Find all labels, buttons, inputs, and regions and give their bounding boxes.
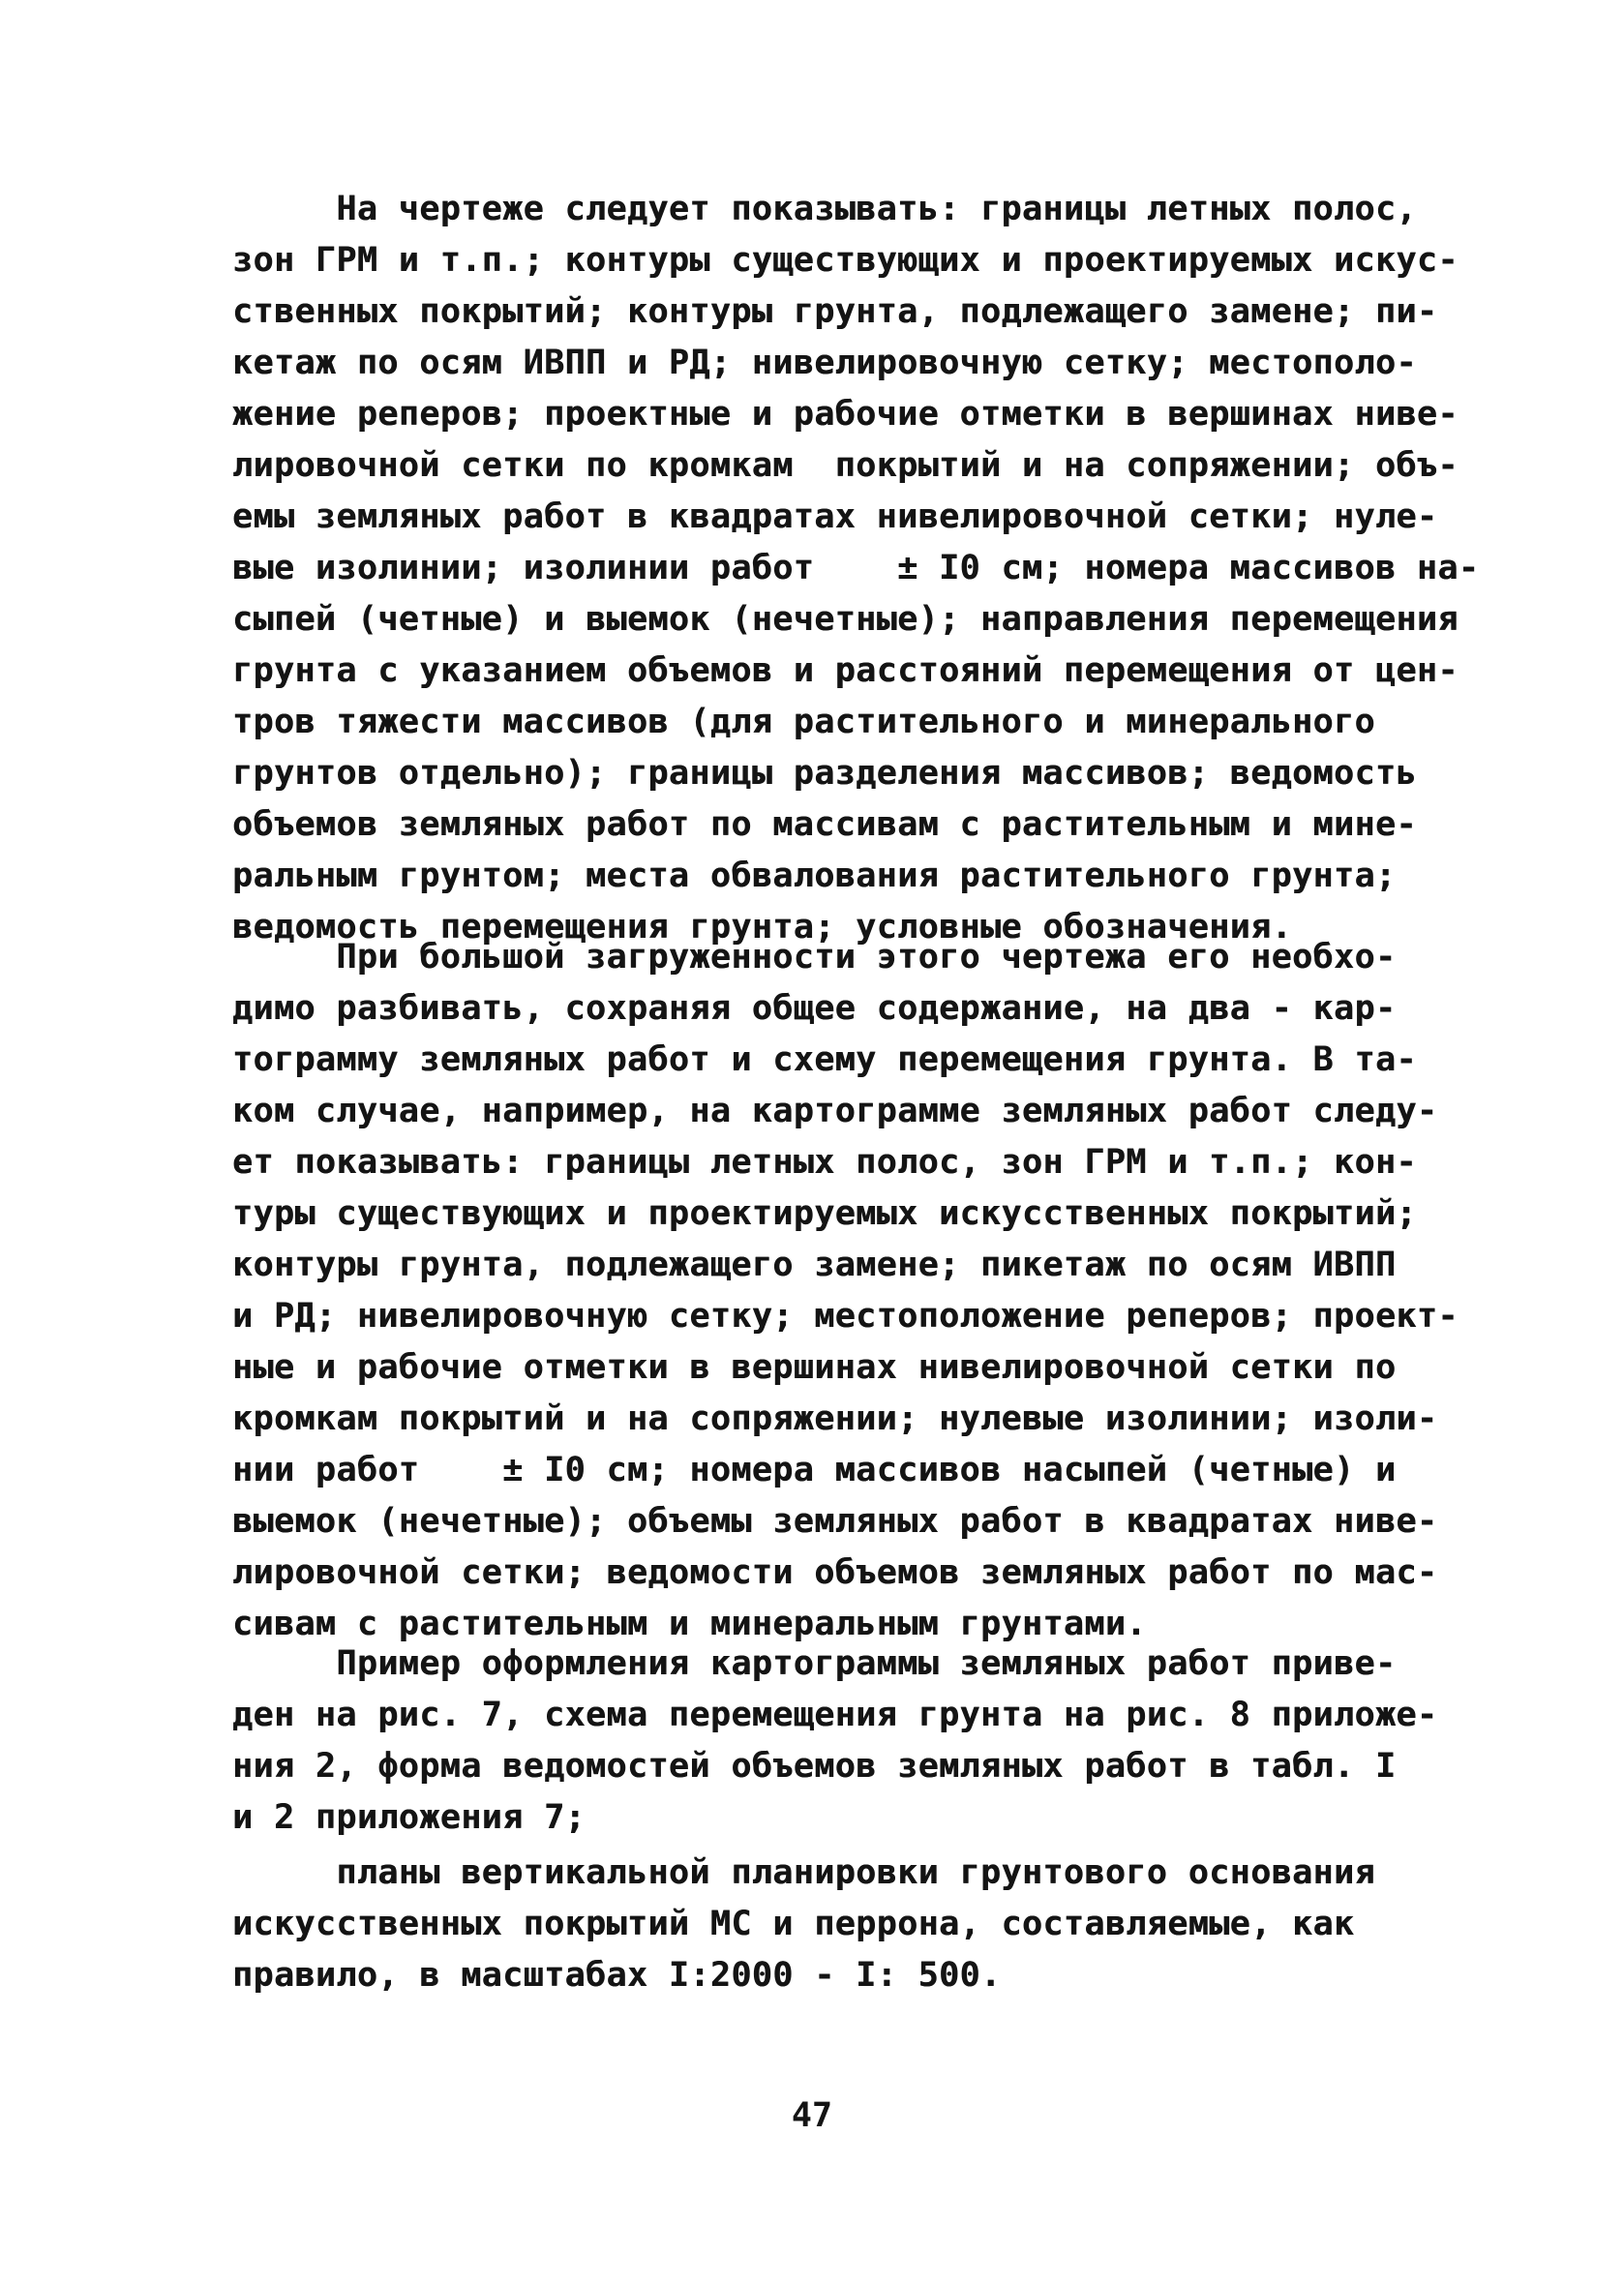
text-line: грунта с указанием объемов и расстояний перемещения от цен- <box>232 651 1459 690</box>
text-line: ные и рабочие отметки в вершинах нивелировочной сетки по <box>232 1348 1397 1387</box>
text-line: ведомость перемещения грунта; условные обозначения. <box>232 908 1293 947</box>
text-line: зон ГРМ и т.п.; контуры существующих и проектируемых искус- <box>232 241 1459 280</box>
text-line: лировочной сетки; ведомости объемов земляных работ по мас- <box>232 1553 1438 1592</box>
text-line: тограмму земляных работ и схему перемещения грунта. В та- <box>232 1040 1417 1079</box>
text-line: тров тяжести массивов (для растительного и минерального <box>232 703 1375 741</box>
text-line: емы земляных работ в квадратах нивелировочной сетки; нуле- <box>232 497 1438 536</box>
text-line: ден на рис. 7, схема перемещения грунта на рис. 8 приложе- <box>232 1696 1438 1734</box>
text-line: и РД; нивелировочную сетку; местоположение реперов; проект- <box>232 1297 1459 1336</box>
page-number: 47 <box>791 2096 833 2135</box>
text-line: Пример оформления картограммы земляных работ приве- <box>232 1644 1397 1683</box>
text-line: контуры грунта, подлежащего замене; пикетаж по осям ИВПП <box>232 1246 1397 1284</box>
text-line: жение реперов; проектные и рабочие отметки в вершинах ниве- <box>232 395 1459 434</box>
text-line: При большой загруженности этого чертежа его необхо- <box>232 938 1397 977</box>
paragraph-1 <box>232 184 1480 953</box>
text-line: димо разбивать, сохраняя общее содержание, на два - кар- <box>232 989 1397 1028</box>
paragraph-3 <box>232 1639 1438 1844</box>
text-line: кетаж по осям ИВПП и РД; нивелировочную сетку; местополо- <box>232 344 1417 382</box>
text-line: лировочной сетки по кромкам покрытий и на сопряжении; объ- <box>232 446 1459 485</box>
text-line: и 2 приложения 7; <box>232 1798 586 1837</box>
text-line: ния 2, форма ведомостей объемов земляных работ в табл. I <box>232 1747 1397 1786</box>
text-line: ральным грунтом; места обвалования растительного грунта; <box>232 857 1397 895</box>
paragraph-2 <box>232 932 1459 1650</box>
text-line: ет показывать: границы летных полос, зон ГРМ и т.п.; кон- <box>232 1143 1417 1182</box>
text-line: грунтов отдельно); границы разделения массивов; ведомость <box>232 754 1417 793</box>
text-line: правило, в масштабах I:2000 - I: 500. <box>232 1956 1002 1995</box>
text-line: искусственных покрытий МС и перрона, составляемые, как <box>232 1905 1355 1943</box>
text-line: объемов земляных работ по массивам с растительным и мине- <box>232 805 1417 844</box>
text-line: ственных покрытий; контуры грунта, подлежащего замене; пи- <box>232 292 1438 331</box>
text-line: сыпей (четные) и выемок (нечетные); направления перемещения <box>232 600 1459 639</box>
text-line: вые изолинии; изолинии работ ± I0 см; номера массивов на- <box>232 549 1480 587</box>
text-line: кромкам покрытий и на сопряжении; нулевые изолинии; изоли- <box>232 1399 1438 1438</box>
text-line: нии работ ± I0 см; номера массивов насыпей (четные) и <box>232 1451 1397 1489</box>
text-line: На чертеже следует показывать: границы летных полос, <box>232 190 1417 228</box>
text-line: сивам с растительным и минеральным грунтами. <box>232 1605 1147 1643</box>
text-line: планы вертикальной планировки грунтового основания <box>232 1853 1375 1892</box>
text-line: ком случае, например, на картограмме земляных работ следу- <box>232 1092 1438 1130</box>
text-line: туры существующих и проектируемых искусственных покрытий; <box>232 1194 1417 1233</box>
text-line: выемок (нечетные); объемы земляных работ в квадратах ниве- <box>232 1502 1438 1541</box>
paragraph-4 <box>232 1848 1432 2001</box>
